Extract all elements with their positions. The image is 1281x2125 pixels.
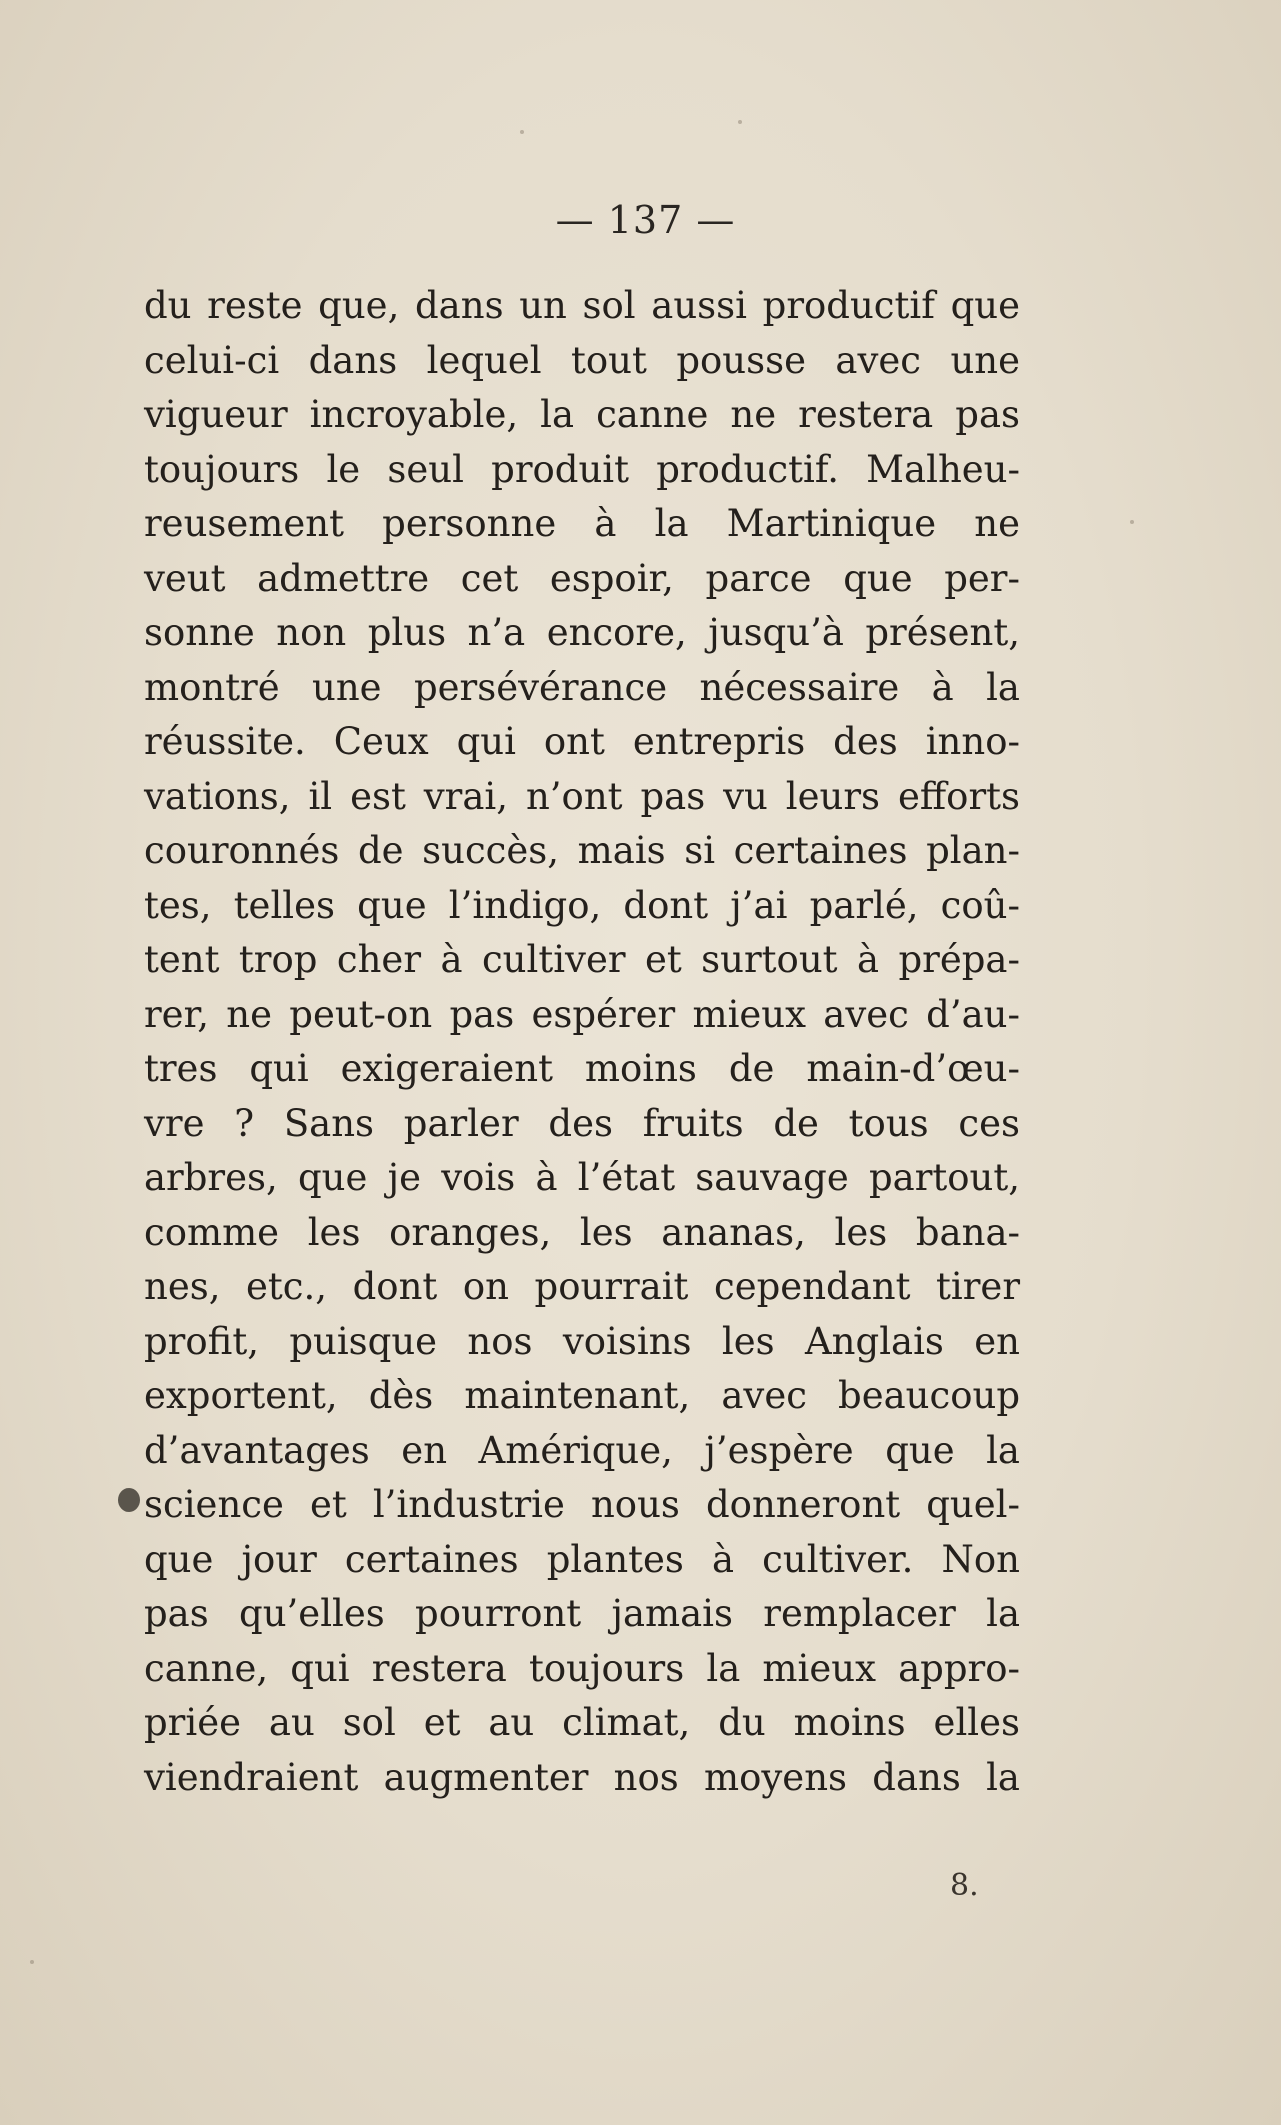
text-line: réussite. Ceux qui ont entrepris des inno- bbox=[144, 720, 1020, 763]
text-line: tres qui exigeraient moins de main-d’œu- bbox=[144, 1047, 1020, 1090]
text-line: celui-ci dans lequel tout pousse avec une bbox=[144, 338, 1020, 382]
text-line: priée au sol et au climat, du moins elles bbox=[144, 1701, 1020, 1744]
paper-speck bbox=[30, 1960, 34, 1964]
text-line: du reste que, dans un sol aussi productif que bbox=[144, 284, 1020, 327]
paper-speck bbox=[738, 120, 742, 124]
text-line: pas qu’elles pourront jamais remplacer la bbox=[144, 1592, 1020, 1635]
text-line: exportent, dès maintenant, avec beaucoup bbox=[144, 1374, 1020, 1417]
text-line: sonne non plus n’a encore, jusqu’à présent, bbox=[144, 611, 1020, 654]
text-line: tes, telles que l’indigo, dont j’ai parlé, coû- bbox=[144, 883, 1020, 927]
text-line: nes, etc., dont on pourrait cependant tirer bbox=[144, 1265, 1020, 1308]
paper-speck bbox=[1130, 520, 1134, 524]
text-line: comme les oranges, les ananas, les bana- bbox=[144, 1210, 1020, 1254]
text-line: arbres, que je vois à l’état sauvage partout, bbox=[144, 1156, 1020, 1199]
text-line: d’avantages en Amérique, j’espère que la bbox=[144, 1428, 1020, 1472]
ink-smudge bbox=[118, 1488, 140, 1512]
text-line: montré une persévérance nécessaire à la bbox=[144, 665, 1020, 709]
text-line: couronnés de succès, mais si certaines plan- bbox=[144, 829, 1020, 872]
text-line: science et l’industrie nous donneront quel- bbox=[144, 1483, 1020, 1526]
text-line: veut admettre cet espoir, parce que per- bbox=[144, 556, 1020, 600]
page-number: — 137 — bbox=[555, 198, 736, 242]
text-line: viendraient augmenter nos moyens dans la bbox=[144, 1755, 1020, 1799]
text-line: rer, ne peut-on pas espérer mieux avec d’au- bbox=[144, 992, 1020, 1036]
text-line: toujours le seul produit productif. Malheu- bbox=[144, 447, 1020, 491]
text-line: vre ? Sans parler des fruits de tous ces bbox=[144, 1101, 1020, 1145]
body-text bbox=[144, 279, 1020, 1805]
text-line: vations, il est vrai, n’ont pas vu leurs efforts bbox=[144, 774, 1020, 818]
paper-speck bbox=[520, 130, 524, 134]
text-line: vigueur incroyable, la canne ne restera pas bbox=[144, 393, 1020, 436]
text-line: tent trop cher à cultiver et surtout à prépa- bbox=[144, 938, 1020, 981]
text-line: reusement personne à la Martinique ne bbox=[144, 502, 1020, 545]
signature-mark: 8. bbox=[950, 1868, 979, 1903]
text-line: profit, puisque nos voisins les Anglais en bbox=[144, 1319, 1020, 1363]
text-line: que jour certaines plantes à cultiver. Non bbox=[144, 1537, 1020, 1581]
text-line: canne, qui restera toujours la mieux appro- bbox=[144, 1646, 1020, 1690]
